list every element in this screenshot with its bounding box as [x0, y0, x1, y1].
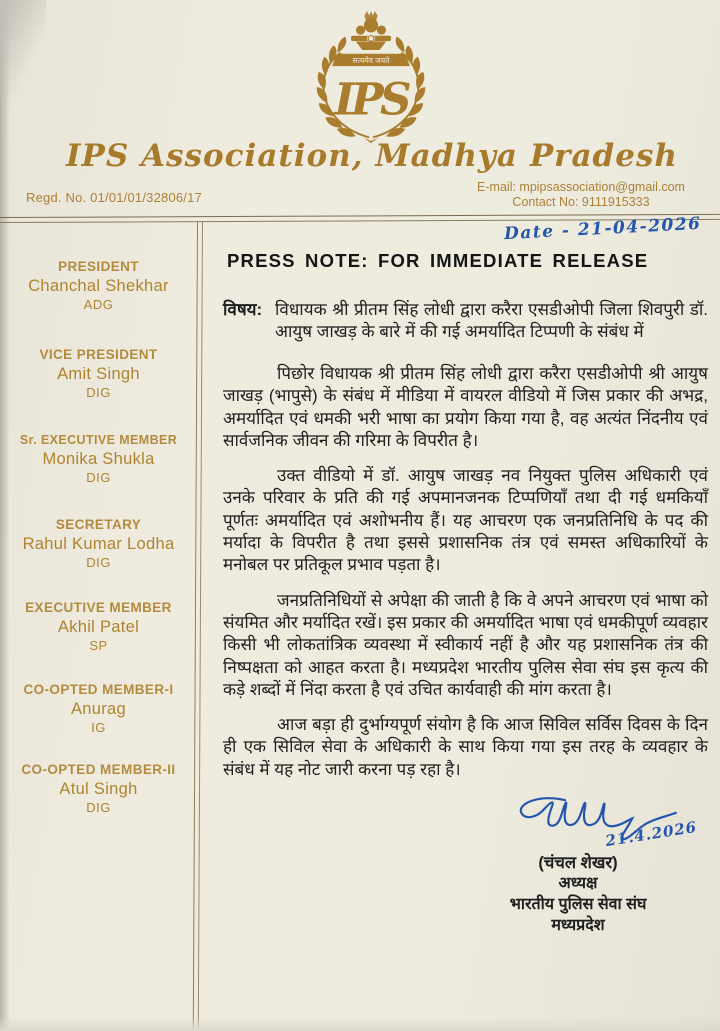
press-note-heading: PRESS NOTE: FOR IMMEDIATE RELEASE [227, 250, 649, 271]
post-title: VICE PRESIDENT [39, 347, 158, 362]
officer-rank: SP [89, 638, 108, 653]
press-note-body [223, 250, 708, 794]
signatory-name: (चंचल शेखर) [538, 854, 618, 872]
body-paragraph-3: जनप्रतिनिधियों से अपेक्षा की जाती है कि वे अपने आचरण एवं भाषा को संयमित और मर्यादित रखें। इस प्रकार की अमर्यादित भाषा एवं धमकीपूर्ण व्यवहार किसी भी लोकतांत्रिक व्यवस्था में स्वीकार्य नहीं है और यह प्रशासनिक तंत्र की निष्पक्षता को आहत करता है। मध्यप्रदेश भारतीय पुलिस सेवा संघ इस कृत्य की कड़े शब्दों में निंदा करता है एवं उचित कार्यवाही की मांग करता है। [223, 590, 708, 699]
subject-text: विधायक श्री प्रीतम सिंह लोधी द्वारा करैरा एसडीओपी जिला शिवपुरी डॉ. आयुष जाखड़ के बारे में की गई अमर्यादित टिप्पणी के संबंध में [275, 300, 708, 341]
sidebar-entry-president [0, 259, 197, 312]
officer-name: Amit Singh [57, 365, 140, 383]
signature-block [452, 792, 704, 936]
officer-name: Atul Singh [59, 780, 138, 798]
post-title: Sr. EXECUTIVE MEMBER [19, 433, 178, 447]
body-paragraph-4: आज बड़ा ही दुर्भाग्यपूर्ण संयोग है कि आज सिविल सर्विस दिवस के दिन ही एक सिविल सेवा के अधिकारी के साथ किया गया इस तरह के व्यवहार के संबंध में यह नोट जारी करना पड़ रहा है। [223, 715, 708, 779]
registration-number: Regd. No. 01/01/01/32806/17 [26, 190, 202, 205]
sidebar-entry-secretary [0, 517, 197, 570]
post-title: CO-OPTED MEMBER-II [21, 762, 176, 777]
officer-name: Chanchal Shekhar [28, 277, 169, 295]
officer-name: Akhil Patel [57, 618, 140, 636]
officer-name: Anurag [70, 700, 126, 718]
signature-date: 21.4.2026 [604, 817, 699, 851]
post-title: EXECUTIVE MEMBER [25, 600, 172, 615]
subject-label: विषय: [223, 300, 263, 319]
officer-rank: ADG [83, 297, 114, 312]
officer-rank: DIG [86, 385, 111, 400]
officer-rank: IG [91, 720, 106, 735]
signatory-org: भारतीय पुलिस सेवा संघ [509, 896, 647, 913]
contact-block [466, 180, 696, 210]
subject-line [223, 299, 708, 343]
signatory-title: अध्यक्ष [558, 875, 598, 892]
org-title: IPS Association, Madhya Pradesh [66, 138, 678, 174]
handwritten-date: Date - 21-04-2026 [504, 213, 703, 245]
officer-rank: DIG [86, 470, 111, 485]
scan-edge-bottom [0, 1017, 720, 1031]
contact-line: Contact No: 9111915333 [512, 195, 650, 209]
officer-name: Rahul Kumar Lodha [22, 535, 175, 553]
post-title: SECRETARY [55, 517, 142, 532]
officer-name: Monika Shukla [42, 450, 155, 468]
ips-emblem-icon [295, 10, 447, 146]
officer-rank: DIG [86, 555, 111, 570]
sidebar-entry-co-opted-member-2 [0, 762, 197, 815]
scan-edge-corner [0, 0, 46, 120]
email-line: E-mail: mpipsassociation@gmail.com [477, 180, 685, 194]
body-paragraph-1: पिछोर विधायक श्री प्रीतम सिंह लोधी द्वारा करैरा एसडीओपी श्री आयुष जाखड़ (भापुसे) के संबंध में मीडिया में वायरल वीडियो में जिस प्रकार की अभद्र, अमर्यादित एवं धमकी भरी भाषा का प्रयोग किया गया है, वह अत्यंत निंदनीय एवं सार्वजनिक जीवन की गरिमा के विपरीत है। [223, 364, 708, 450]
sidebar-entry-executive-member [0, 600, 197, 653]
post-title: PRESIDENT [58, 259, 139, 274]
post-title: CO-OPTED MEMBER-I [23, 682, 174, 697]
signatory-state: मध्यप्रदेश [551, 917, 605, 934]
emblem-motto: सत्यमेव जयते [352, 55, 390, 65]
sidebar-entry-co-opted-member-1 [0, 682, 197, 735]
body-paragraph-2: उक्त वीडियो में डॉ. आयुष जाखड़ नव नियुक्त पुलिस अधिकारी एवं उनके परिवार के प्रति की गई अपमानजनक टिप्पणियाँ तथा दी गई धमकियाँ पूर्णतः अमर्यादित एवं अशोभनीय हैं। यह आचरण एक जनप्रतिनिधि के पद की मर्यादा के विपरीत है तथा इससे प्रशासनिक तंत्र एवं समस्त अधिकारियों के मनोबल पर प्रतिकूल प्रभाव पड़ता है। [223, 466, 708, 575]
sidebar-entry-sr-executive-member [0, 433, 197, 485]
officer-rank: DIG [86, 800, 111, 815]
sidebar-entry-vice-president [0, 347, 197, 400]
emblem-monogram: IPS [334, 74, 408, 126]
